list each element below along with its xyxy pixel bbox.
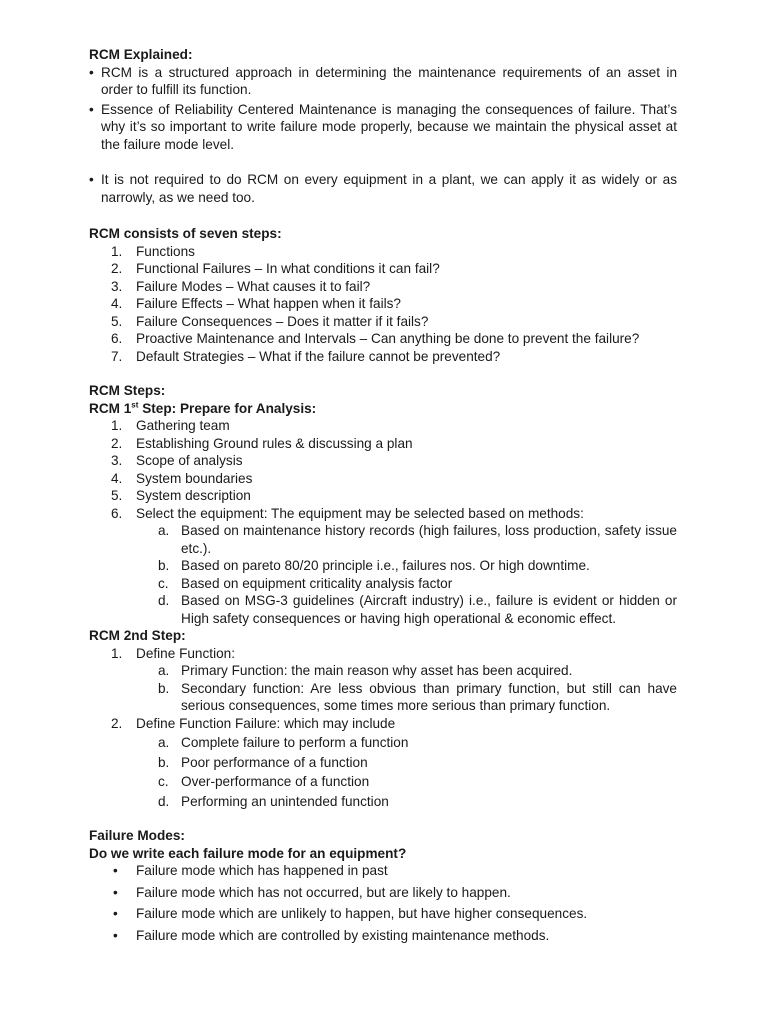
list-marker: 6. bbox=[111, 331, 123, 346]
list-item-text: Scope of analysis bbox=[136, 453, 243, 468]
list-item-text: Establishing Ground rules & discussing a plan bbox=[136, 435, 413, 451]
list-marker: a. bbox=[158, 735, 170, 750]
list-item bbox=[89, 505, 677, 628]
list-marker: c. bbox=[158, 774, 169, 789]
list-marker: b. bbox=[158, 754, 170, 770]
rcm-explained-heading: RCM Explained: bbox=[89, 47, 193, 62]
list-item-text: Based on pareto 80/20 principle i.e., failures nos. Or high downtime. bbox=[181, 558, 590, 573]
list-marker: 2. bbox=[111, 715, 123, 731]
list-item bbox=[136, 662, 677, 680]
list-item-text: Gathering team bbox=[136, 418, 230, 433]
list-item: • Failure mode which has not occurred, but are likely to happen. bbox=[89, 884, 677, 902]
list-marker: a. bbox=[158, 523, 170, 538]
rcm-step1-suffix: Step: Prepare for Analysis: bbox=[138, 400, 317, 416]
list-marker: c. bbox=[158, 575, 169, 591]
list-item bbox=[89, 715, 677, 811]
list-item bbox=[89, 417, 677, 435]
list-item bbox=[136, 575, 677, 593]
list-item bbox=[136, 754, 677, 772]
list-item-text: Failure Modes – What causes it to fail? bbox=[136, 278, 371, 294]
list-item: • It is not required to do RCM on every equipment in a plant, we can apply it as widely or as narrowly, as we need too. bbox=[89, 171, 677, 206]
list-item bbox=[89, 452, 677, 470]
list-item bbox=[89, 330, 677, 348]
list-item: • Essence of Reliability Centered Maintenance is managing the consequences of failure. That’s why it’s so important to write failure mode properly, because we maintain the physical asset at the failure mode level. bbox=[89, 101, 677, 154]
list-item-text: System description bbox=[136, 488, 251, 503]
rcm-step1-list bbox=[89, 417, 677, 627]
list-item bbox=[89, 313, 677, 331]
list-item-text: Secondary function: Are less obvious than primary function, but still can have serious consequences, some times more serious than primary function. bbox=[181, 680, 677, 713]
rcm-step2-function-sub-list bbox=[136, 662, 677, 715]
list-item bbox=[89, 348, 677, 366]
rcm-step2-heading: RCM 2nd Step: bbox=[89, 628, 186, 643]
list-marker: 4. bbox=[111, 296, 123, 311]
document-page bbox=[89, 46, 677, 948]
list-marker: 5. bbox=[111, 313, 123, 329]
list-marker: 3. bbox=[111, 453, 123, 468]
list-item: • RCM is a structured approach in determining the maintenance requirements of an asset in order to fulfill its function. bbox=[89, 64, 677, 99]
failure-modes-heading: Failure Modes: bbox=[89, 828, 185, 843]
list-item bbox=[89, 243, 677, 261]
list-item bbox=[136, 680, 677, 715]
list-item bbox=[89, 435, 677, 453]
list-item-text: Proactive Maintenance and Intervals – Can anything be done to prevent the failure? bbox=[136, 331, 640, 346]
list-item-text: Define Function: bbox=[136, 645, 235, 661]
list-item bbox=[89, 295, 677, 313]
list-marker: 2. bbox=[111, 261, 123, 276]
list-item bbox=[89, 260, 677, 278]
list-item-text: Functions bbox=[136, 243, 195, 259]
rcm-step1-prefix: RCM 1 bbox=[89, 400, 132, 416]
list-item bbox=[89, 645, 677, 715]
list-marker: 1. bbox=[111, 418, 123, 433]
list-item-text: Select the equipment: The equipment may be selected based on methods: bbox=[136, 505, 584, 521]
list-item: • Failure mode which has happened in past bbox=[89, 862, 677, 880]
failure-modes-question: Do we write each failure mode for an equipment? bbox=[89, 845, 407, 861]
rcm-step2-failure-sub-list bbox=[136, 734, 677, 810]
list-item-text: System boundaries bbox=[136, 470, 253, 486]
list-item-text: Based on maintenance history records (high failures, loss production, safety issue etc.). bbox=[181, 523, 677, 556]
list-marker: 1. bbox=[111, 645, 123, 661]
list-marker: 3. bbox=[111, 278, 123, 294]
list-item bbox=[136, 773, 677, 791]
list-item: • Failure mode which are unlikely to happen, but have higher consequences. bbox=[89, 905, 677, 923]
list-item-text: Failure Effects – What happen when it fails? bbox=[136, 296, 401, 311]
list-item bbox=[89, 470, 677, 488]
list-marker: b. bbox=[158, 558, 170, 573]
list-item: • Failure mode which are controlled by existing maintenance methods. bbox=[89, 927, 677, 945]
list-marker: 7. bbox=[111, 348, 123, 364]
list-marker: 2. bbox=[111, 435, 123, 451]
list-item bbox=[136, 557, 677, 575]
list-item-text: Complete failure to perform a function bbox=[181, 735, 409, 750]
list-item-text: Over-performance of a function bbox=[181, 774, 370, 789]
seven-steps-heading: RCM consists of seven steps: bbox=[89, 226, 282, 241]
seven-steps-list bbox=[89, 243, 677, 366]
failure-modes-list bbox=[89, 862, 677, 944]
list-item bbox=[136, 734, 677, 752]
list-item bbox=[136, 522, 677, 557]
rcm-step1-heading bbox=[89, 400, 677, 418]
list-marker: 6. bbox=[111, 505, 123, 521]
rcm-step1-superscript: st bbox=[131, 399, 139, 409]
list-item bbox=[89, 278, 677, 296]
list-marker: a. bbox=[158, 663, 170, 678]
rcm-step1-sub-list bbox=[136, 522, 677, 627]
list-marker: 5. bbox=[111, 488, 123, 503]
list-item-text: Based on equipment criticality analysis factor bbox=[181, 575, 453, 591]
list-item-text: Poor performance of a function bbox=[181, 754, 368, 770]
list-item bbox=[136, 793, 677, 811]
rcm-step2-list bbox=[89, 645, 677, 811]
list-item-text: Based on MSG-3 guidelines (Aircraft industry) i.e., failure is evident or hidden or High safety consequences or having high operational & economic effect. bbox=[181, 593, 677, 626]
list-marker: 4. bbox=[111, 470, 123, 486]
list-item bbox=[89, 487, 677, 505]
list-item bbox=[136, 592, 677, 627]
list-marker: d. bbox=[158, 593, 170, 608]
list-item-text: Functional Failures – In what conditions it can fail? bbox=[136, 261, 440, 276]
rcm-steps-heading: RCM Steps: bbox=[89, 383, 166, 398]
rcm-explained-list bbox=[89, 64, 677, 207]
list-item-text: Primary Function: the main reason why asset has been acquired. bbox=[181, 663, 573, 678]
list-item-text: Failure Consequences – Does it matter if it fails? bbox=[136, 313, 429, 329]
list-marker: b. bbox=[158, 680, 170, 696]
list-item-text: Performing an unintended function bbox=[181, 793, 389, 809]
list-marker: 1. bbox=[111, 243, 123, 259]
list-item-text: Define Function Failure: which may include bbox=[136, 715, 396, 731]
list-marker: d. bbox=[158, 793, 170, 809]
list-item-text: Default Strategies – What if the failure cannot be prevented? bbox=[136, 348, 501, 364]
